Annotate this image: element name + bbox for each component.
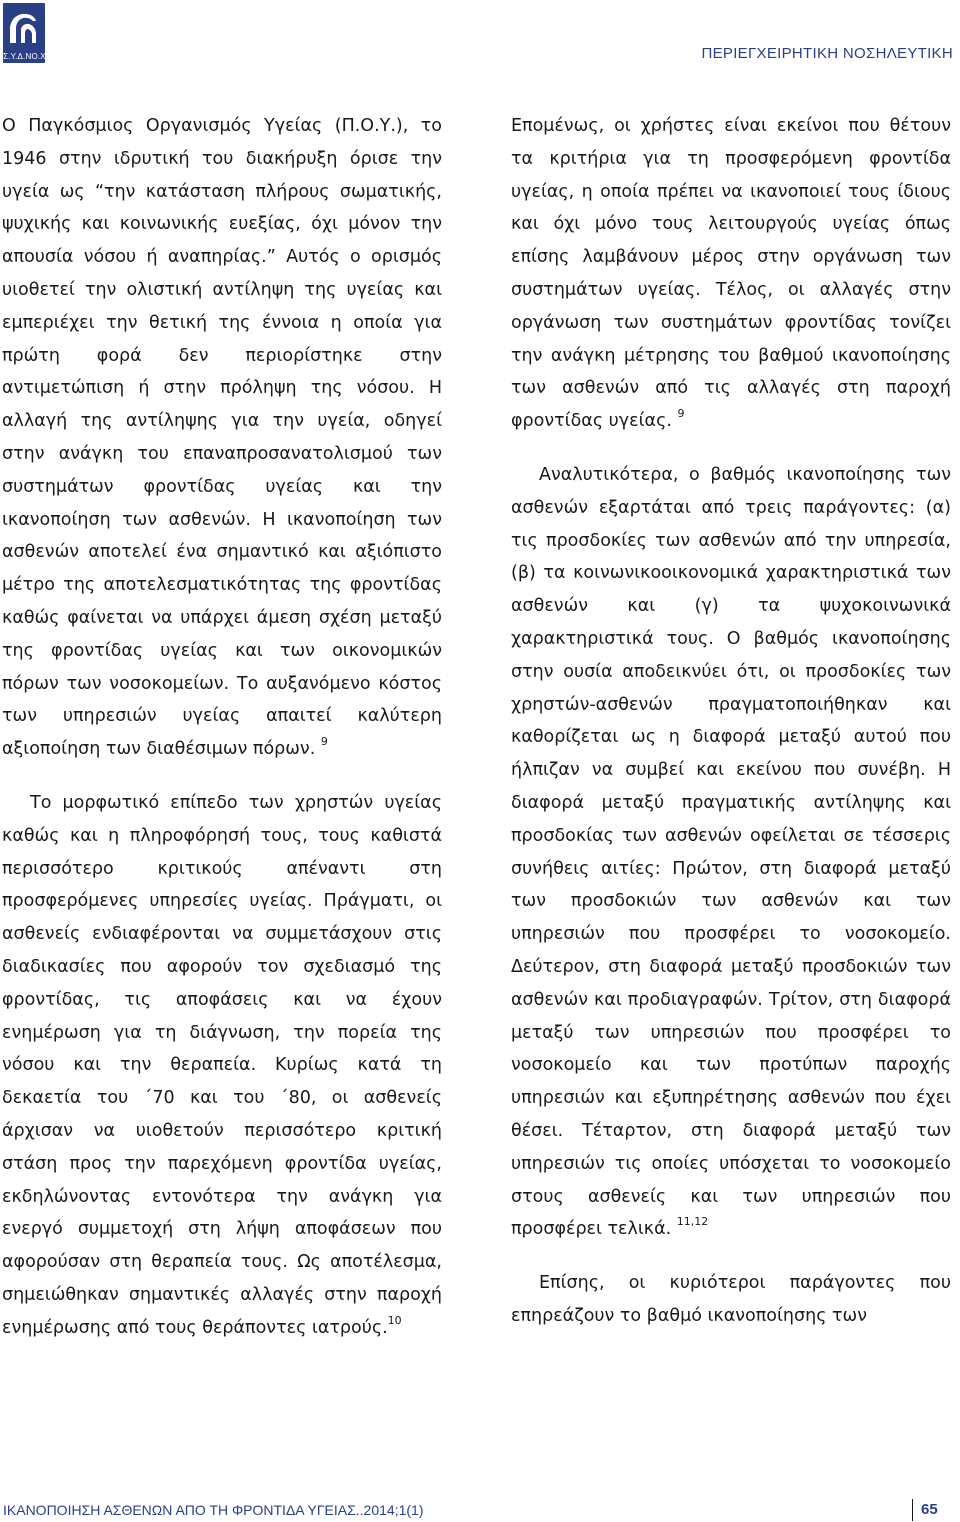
citation-ref: 10 [387,1313,402,1327]
left-column [2,110,442,1344]
right-column [511,110,951,1333]
paragraph [511,459,951,1246]
paragraph-text: Ο Παγκόσμιος Οργανισμός Υγείας (Π.Ο.Υ.), το 1946 στην ιδρυτική του διακήρυξη όρισε την υγεία ως “την κατάσταση πλήρους σωματικής, ψυχικής και κοινωνικής ευεξίας, όχι μόνον την απουσία νόσου ή αναπηρίας.” Αυτός ο ορισμός υιοθετεί την ολιστική αντίληψη της υγείας και εμπεριέχει την θετική της έννοια η οποία για πρώτη φορά δεν περιορίστηκε στην αντιμετώπιση ή στην πρόληψη της νόσου. Η αλλαγή της αντίληψης για την υγεία, οδηγεί στην ανάγκη του επαναπροσανατολισμού των συστημάτων φροντίδας υγείας και την ικανοποίηση των ασθενών. Η ικανοποίηση των ασθενών αποτελεί ένα σημαντικό και αξιόπιστο μέτρο της αποτελεσματικότητας της φροντίδας καθώς φαίνεται να υπάρχει άμεση σχέση μεταξύ της φροντίδας υγείας και των οικονομικών πόρων των νοσοκομείων. Το αυξανόμενο κόστος των υπηρεσιών υγείας απαιτεί καλύτερη αξιοποίηση των διαθέσιμων πόρων. [2,116,442,760]
paragraph-text: Αναλυτικότερα, ο βαθμός ικανοποίησης των ασθενών εξαρτάται από τρεις παράγοντες: (α) τις προσδοκίες των ασθενών από την υπηρεσία, (β) τα κοινωνικοοικονομικά χαρακτηριστικά των ασθενών και (γ) τα ψυχοκοινωνικά χαρακτηριστικά τους. Ο βαθμός ικανοποίησης στην ουσία αποδεικνύει ότι, οι προσδοκίες των χρηστών-ασθενών πραγματοποιήθηκαν και καθορίζεται ως η διαφορά μεταξύ αυτού που ήλπιζαν να συμβεί και εκείνου που συνέβη. Η διαφορά μεταξύ πραγματικής αντίληψης και προσδοκίας των ασθενών οφείλεται σε τέσσερις συνήθεις αιτίες: Πρώτον, στη διαφορά μεταξύ των προσδοκιών των ασθενών και των υπηρεσιών που προσφέρει το νοσοκομείο. Δεύτερον, στη διαφορά μεταξύ προσδοκιών των ασθενών και προδιαγραφών. Τρίτον, στη διαφορά μεταξύ των υπηρεσιών που προσφέρει το νοσοκομείο και των προτύπων παροχής υπηρεσιών και εξυπηρέτησης ασθενών που έχει θέσει. Τέταρτον, στη διαφορά μεταξύ των υπηρεσιών τις οποίες υπόσχεται το νοσοκομείο στους ασθενείς και των υπηρεσιών που προσφέρει τελικά. [511,464,951,1240]
footer-divider [912,1499,913,1521]
paragraph-text: Επομένως, οι χρήστες είναι εκείνοι που θέτουν τα κριτήρια για τη προσφερόμενη φροντίδα υγείας, η οποία πρέπει να ικανοποιεί τους ίδιους και όχι μόνο τους λειτουργούς υγείας όπως επίσης λαμβάνουν μέρος στην οργάνωση των συστημάτων υγείας. Τέλος, οι αλλαγές στην οργάνωση των συστημάτων φροντίδας τονίζει την ανάγκη μέτρησης του βαθμού ικανοποίησης των ασθενών από τις αλλαγές στη παροχή φροντίδας υγείας. [511,116,951,432]
paragraph [2,787,442,1345]
journal-footer: ΙΚΑΝΟΠΟΙΗΣΗ ΑΣΘΕΝΩΝ ΑΠΟ ΤΗ ΦΡΟΝΤΙΔΑ ΥΓΕΙΑΣ..2014;1(1) [3,1502,424,1518]
logo-text: Σ.Υ.Δ.ΝΟ.Χ [3,52,46,61]
citation-ref: 11,12 [676,1215,709,1229]
running-header: ΠΕΡΙΕΓΧΕΙΡΗΤΙΚΗ ΝΟΣΗΛΕΥΤΙΚΗ [701,45,953,62]
paragraph [511,1267,951,1333]
paragraph-text: Το μορφωτικό επίπεδο των χρηστών υγείας καθώς και η πληροφόρησή τους, τους καθιστά περισσότερο κριτικούς απέναντι στη προσφερόμενες υπηρεσίες υγείας. Πράγματι, οι ασθενείς ενδιαφέρονται να συμμετάσχουν στις διαδικασίες που αφορούν τον σχεδιασμό της φροντίδας, τις αποφάσεις και να έχουν ενημέρωση για τη διάγνωση, την πορεία της νόσου και την θεραπεία. Κυρίως κατά τη δεκαετία του ΄70 και του ΄80, οι ασθενείς άρχισαν να υιοθετούν περισσότερο κριτική στάση προς την παρεχόμενη φροντίδα υγείας, εκδηλώνοντας εντονότερα την ανάγκη για ενεργό συμμετοχή στη λήψη αποφάσεων που αφορούσαν στη θεραπεία τους. Ως αποτέλεσμα, σημειώθηκαν σημαντικές αλλαγές στην παροχή ενημέρωσης από τους θεράποντες ιατρούς. [2,792,442,1338]
citation-ref: 9 [677,407,685,421]
paragraph-text: Επίσης, οι κυριότεροι παράγοντες που επηρεάζουν το βαθμό ικανοποίησης των [511,1273,951,1326]
paragraph [511,110,951,438]
page-number: 65 [921,1501,938,1518]
logo-emblem-icon [7,7,41,47]
paragraph [2,110,442,766]
society-logo [3,3,45,63]
citation-ref: 9 [320,735,328,749]
